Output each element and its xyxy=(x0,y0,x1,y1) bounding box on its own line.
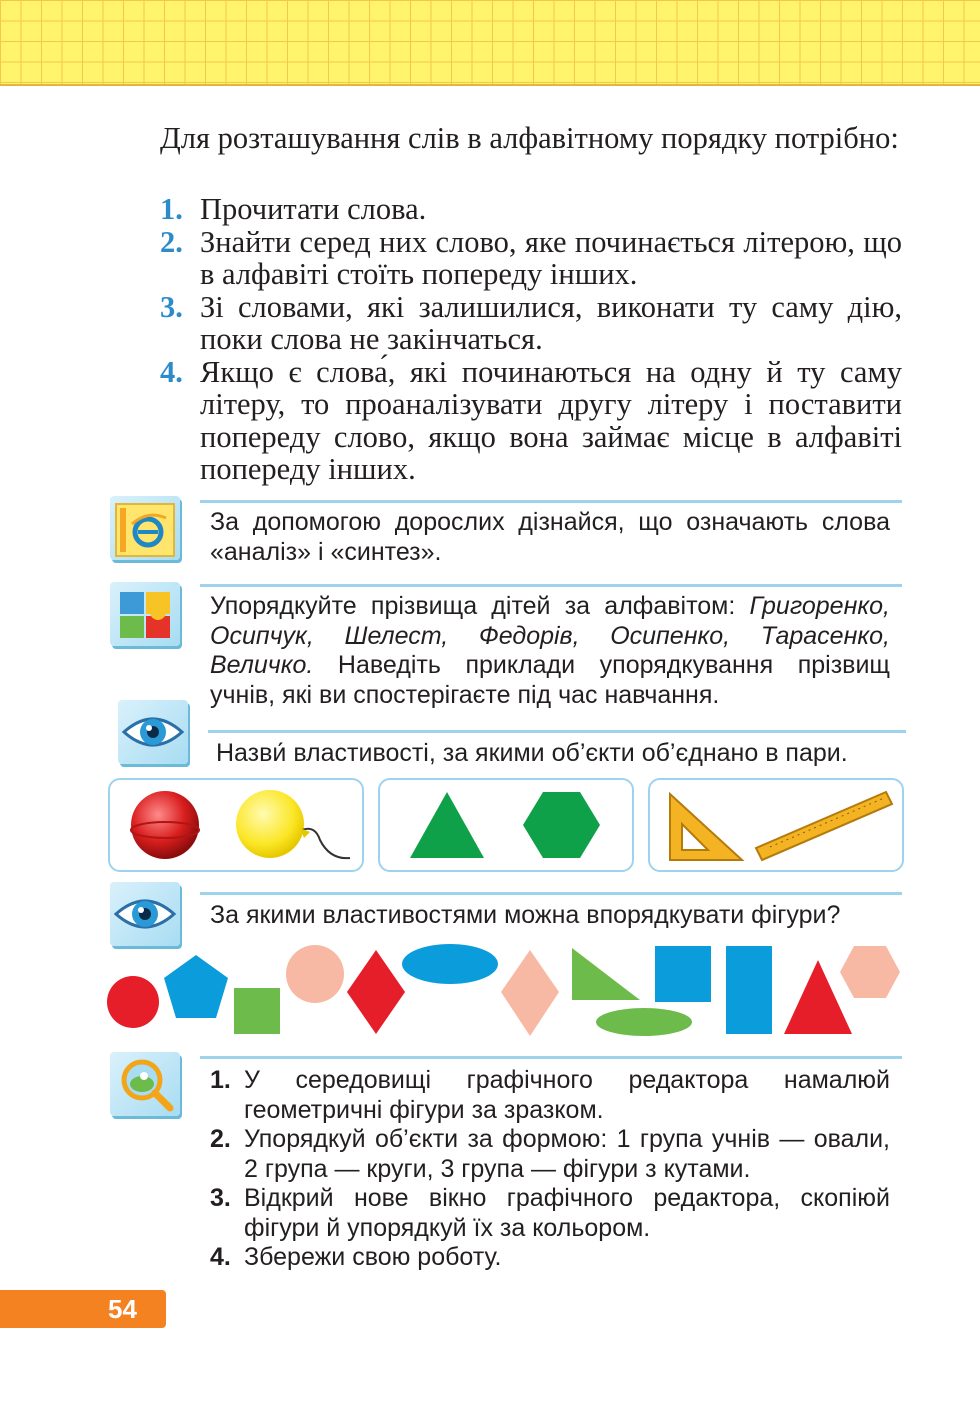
step-item: 4. Якщо є слова́, які починаються на одну й ту саму літеру, то проаналізувати другу літеру і поставити попереду слово, якщо вона займає місце в алфавіті попереду інших. xyxy=(160,354,902,486)
green-ellipse xyxy=(596,1008,692,1036)
eye-icon xyxy=(110,882,180,946)
divider xyxy=(200,500,902,503)
divider xyxy=(200,1056,902,1059)
peach-circle xyxy=(286,945,344,1003)
ruler-image xyxy=(756,792,892,860)
blue-rectangle xyxy=(726,946,772,1034)
research-task-text: За допомогою дорослих дізнайся, що означають слова «аналіз» і «синтез». xyxy=(210,508,890,566)
practice-item: 3. Відкрий нове вікно графічного редактора, скопіюй фігури й упорядкуй їх за кольором. xyxy=(210,1184,890,1242)
yellow-balloon-image xyxy=(236,790,350,858)
step-item: 1. Прочитати слова. xyxy=(160,192,427,226)
green-hexagon xyxy=(523,792,600,858)
blue-ellipse xyxy=(402,944,498,984)
set-square-image xyxy=(670,794,742,860)
internet-explorer-book-icon xyxy=(110,496,180,560)
red-circle xyxy=(107,976,159,1028)
magnifier-icon xyxy=(110,1052,180,1116)
green-right-triangle xyxy=(572,948,640,1000)
step-item: 3. Зі словами, які залишилися, виконати ту саму дію, поки слова не закінчаться. xyxy=(160,289,902,356)
peach-hexagon xyxy=(840,946,900,998)
pairs-task-text: Назви́ властивості, за якими об’єкти об’єднано в пари. xyxy=(216,739,848,767)
page-number-tab xyxy=(0,1290,166,1328)
practice-list xyxy=(210,1066,890,1273)
divider xyxy=(208,730,906,733)
practice-item: 2. Упорядкуй об’єкти за формою: 1 група учнів — овали, 2 група — круги, 3 група — фігури з кутами. xyxy=(210,1125,890,1183)
pair-box-balls xyxy=(108,778,364,872)
divider xyxy=(200,584,902,587)
red-rhombus xyxy=(347,950,405,1034)
eye-icon xyxy=(118,700,188,764)
green-square xyxy=(234,988,280,1034)
red-ball-image xyxy=(131,791,199,859)
pair-box-green-shapes xyxy=(378,778,634,872)
practice-item: 4. Збережи свою роботу. xyxy=(210,1243,502,1271)
step-item: 2. Знайти серед них слово, яке починається літерою, що в алфавіті стоїть попереду інших. xyxy=(160,224,902,291)
divider xyxy=(200,892,902,895)
blue-pentagon xyxy=(164,955,228,1018)
peach-rhombus xyxy=(501,950,559,1036)
shapes-task-text: За якими властивостями можна впорядкувати фігури? xyxy=(210,901,841,929)
intro-paragraph: Для розташування слів в алфавітному порядку потрібно: xyxy=(160,121,899,155)
pair-box-measuring-tools xyxy=(648,778,904,872)
practice-item: 1. У середовищі графічного редактора намалюй геометричні фігури за зразком. xyxy=(210,1066,890,1124)
green-triangle xyxy=(410,792,484,858)
puzzle-icon xyxy=(110,582,180,646)
alphabet-steps-list xyxy=(160,193,902,486)
blue-square xyxy=(655,946,711,1002)
grid-header-band xyxy=(0,0,980,86)
puzzle-task-text: Упорядкуйте прізвища дітей за алфавітом: Григоренко, Осипчук, Шелест, Федорів, Осипенко, Тарасенко, Величко. Наведіть приклади упорядкування прізвищ учнів, які ви спостерігаєте під час навчання. xyxy=(210,592,890,709)
page-number: 54 xyxy=(108,1294,137,1324)
shapes-row xyxy=(100,940,910,1040)
